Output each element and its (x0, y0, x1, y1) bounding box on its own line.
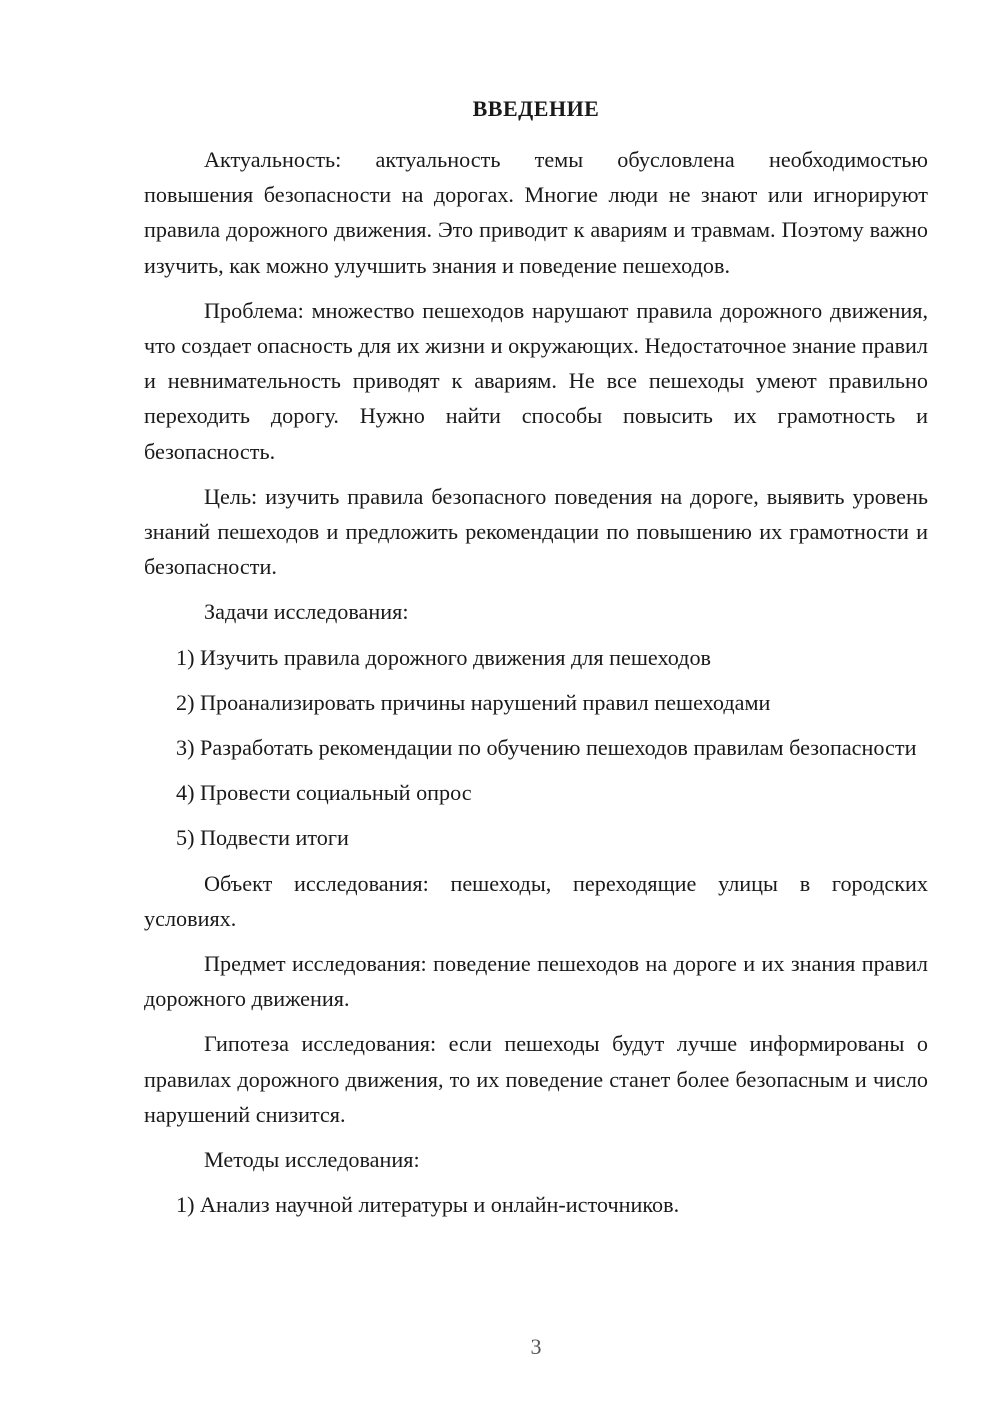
goal-paragraph: Цель: изучить правила безопасного поведения на дороге, выявить уровень знаний пешеходов и предложить рекомендации по повышению их грамотности и безопасности. (144, 483, 928, 580)
object-paragraph: Объект исследования: пешеходы, переходящие улицы в городских условиях. (144, 870, 928, 931)
method-item: 1) Анализ научной литературы и онлайн-источников. (176, 1192, 680, 1218)
section-heading: ВВЕДЕНИЕ (472, 96, 600, 121)
task-item: 1) Изучить правила дорожного движения для пешеходов (176, 644, 712, 670)
hypothesis-paragraph: Гипотеза исследования: если пешеходы будут лучше информированы о правилах дорожного движения, то их поведение станет более безопасным и число нарушений снизится. (144, 1031, 928, 1127)
task-item: 2) Проанализировать причины нарушений правил пешеходами (176, 689, 771, 715)
document-body (144, 142, 928, 1222)
task-item: 5) Подвести итоги (176, 825, 349, 851)
problem-paragraph: Проблема: множество пешеходов нарушают правила дорожного движения, что создает опасность для их жизни и окружающих. Недостаточное знание правил и невнимательность приводят к авариям. Не все пешеходы умеют правильно переходить дорогу. Нужно найти способы повысить их грамотность и безопасность. (144, 297, 928, 464)
relevance-paragraph: Актуальность: актуальность темы обусловлена необходимостью повышения безопасности на дорогах. Многие люди не знают или игнорируют правила дорожного движения. Это приводит к авариям и травмам. Поэтому важно изучить, как можно улучшить знания и поведение пешеходов. (144, 147, 928, 278)
methods-title: Методы исследования: (204, 1147, 420, 1173)
tasks-title: Задачи исследования: (204, 599, 409, 625)
task-item: 4) Провести социальный опрос (176, 780, 472, 806)
task-item: 3) Разработать рекомендации по обучению пешеходов правилам безопасности (176, 735, 917, 761)
subject-paragraph: Предмет исследования: поведение пешеходов на дороге и их знания правил дорожного движения. (144, 951, 928, 1012)
page-number: 3 (530, 1334, 542, 1359)
